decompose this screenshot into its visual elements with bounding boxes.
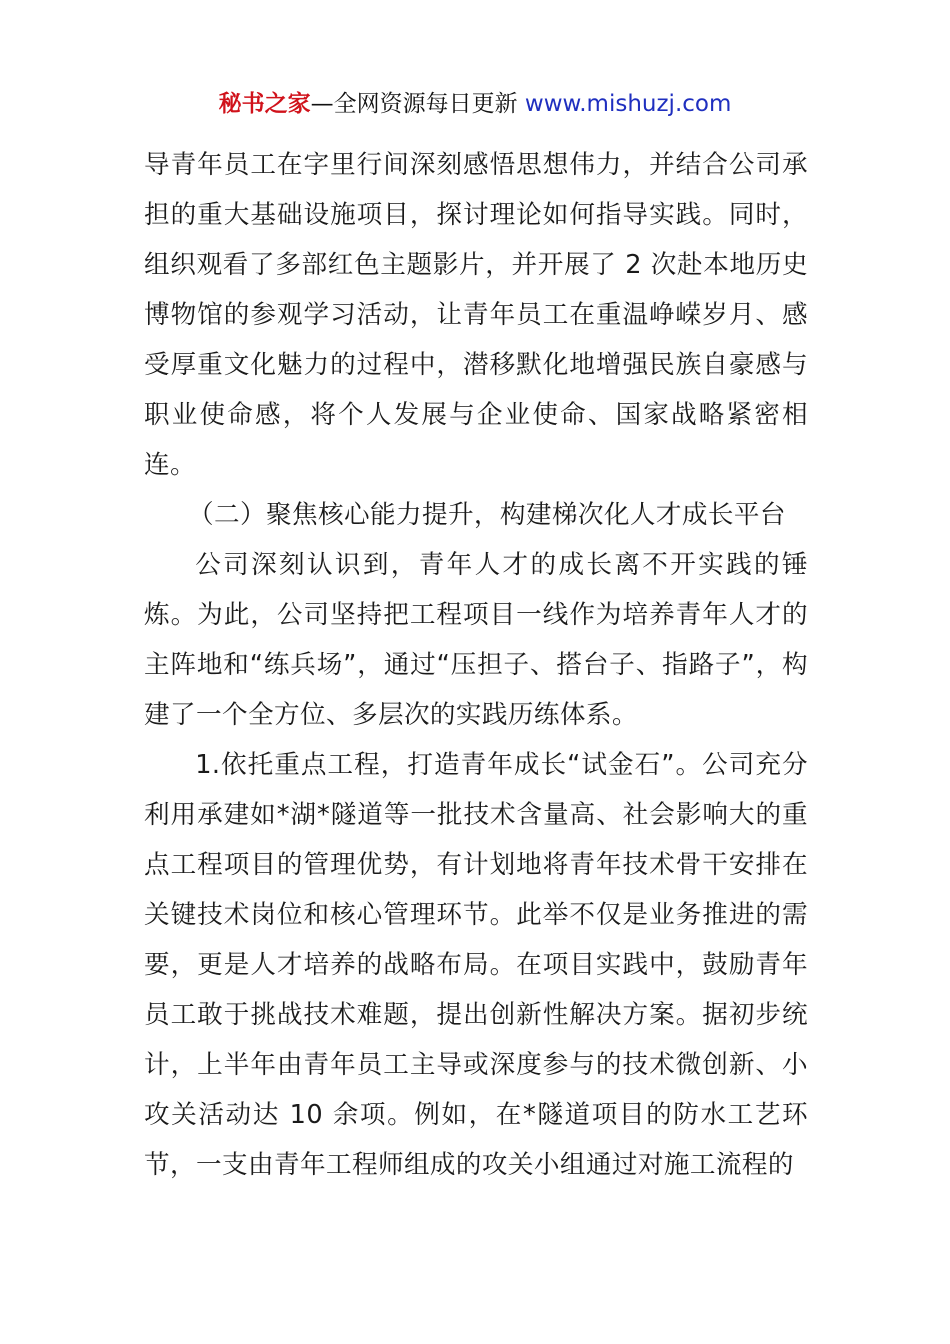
section-heading: （二）聚焦核心能力提升，构建梯次化人才成长平台 [188, 500, 786, 530]
site-url-link[interactable]: www.mishuzj.com [524, 91, 732, 117]
paragraph: 公司深刻认识到，青年人才的成长离不开实践的锤炼。为此，公司坚持把工程项目一线作为培养青年人才的主阵地和“练兵场”，通过“压担子、搭台子、指路子”，构建了一个全方位、多层次的实践历练体系。 [144, 550, 808, 730]
paragraph-continuation: 导青年员工在字里行间深刻感悟思想伟力，并结合公司承担的重大基础设施项目，探讨理论如何指导实践。同时，组织观看了多部红色主题影片，并开展了 2 次赴本地历史博物馆的参观学习活动，让青年员工在重温峥嵘岁月、感受厚重文化魅力的过程中，潜移默化地增强民族自豪感与职业使命感，将个人发展与企业使命、国家战略紧密相连。 [144, 150, 808, 480]
paragraph: 1.依托重点工程，打造青年成长“试金石”。公司充分利用承建如*湖*隧道等一批技术含量高、社会影响大的重点工程项目的管理优势，有计划地将青年技术骨干安排在关键技术岗位和核心管理环节。此举不仅是业务推进的需要，更是人才培养的战略布局。在项目实践中，鼓励青年员工敢于挑战技术难题，提出创新性解决方案。据初步统计，上半年由青年员工主导或深度参与的技术微创新、小攻关活动达 10 余项。例如，在*隧道项目的防水工艺环节，一支由青年工程师组成的攻关小组通过对施工流程的 [144, 750, 808, 1180]
brand-name: 秘书之家 [218, 91, 311, 117]
page-header [0, 86, 950, 122]
header-tagline: —全网资源每日更新 [310, 91, 518, 117]
document-body [144, 140, 808, 1190]
